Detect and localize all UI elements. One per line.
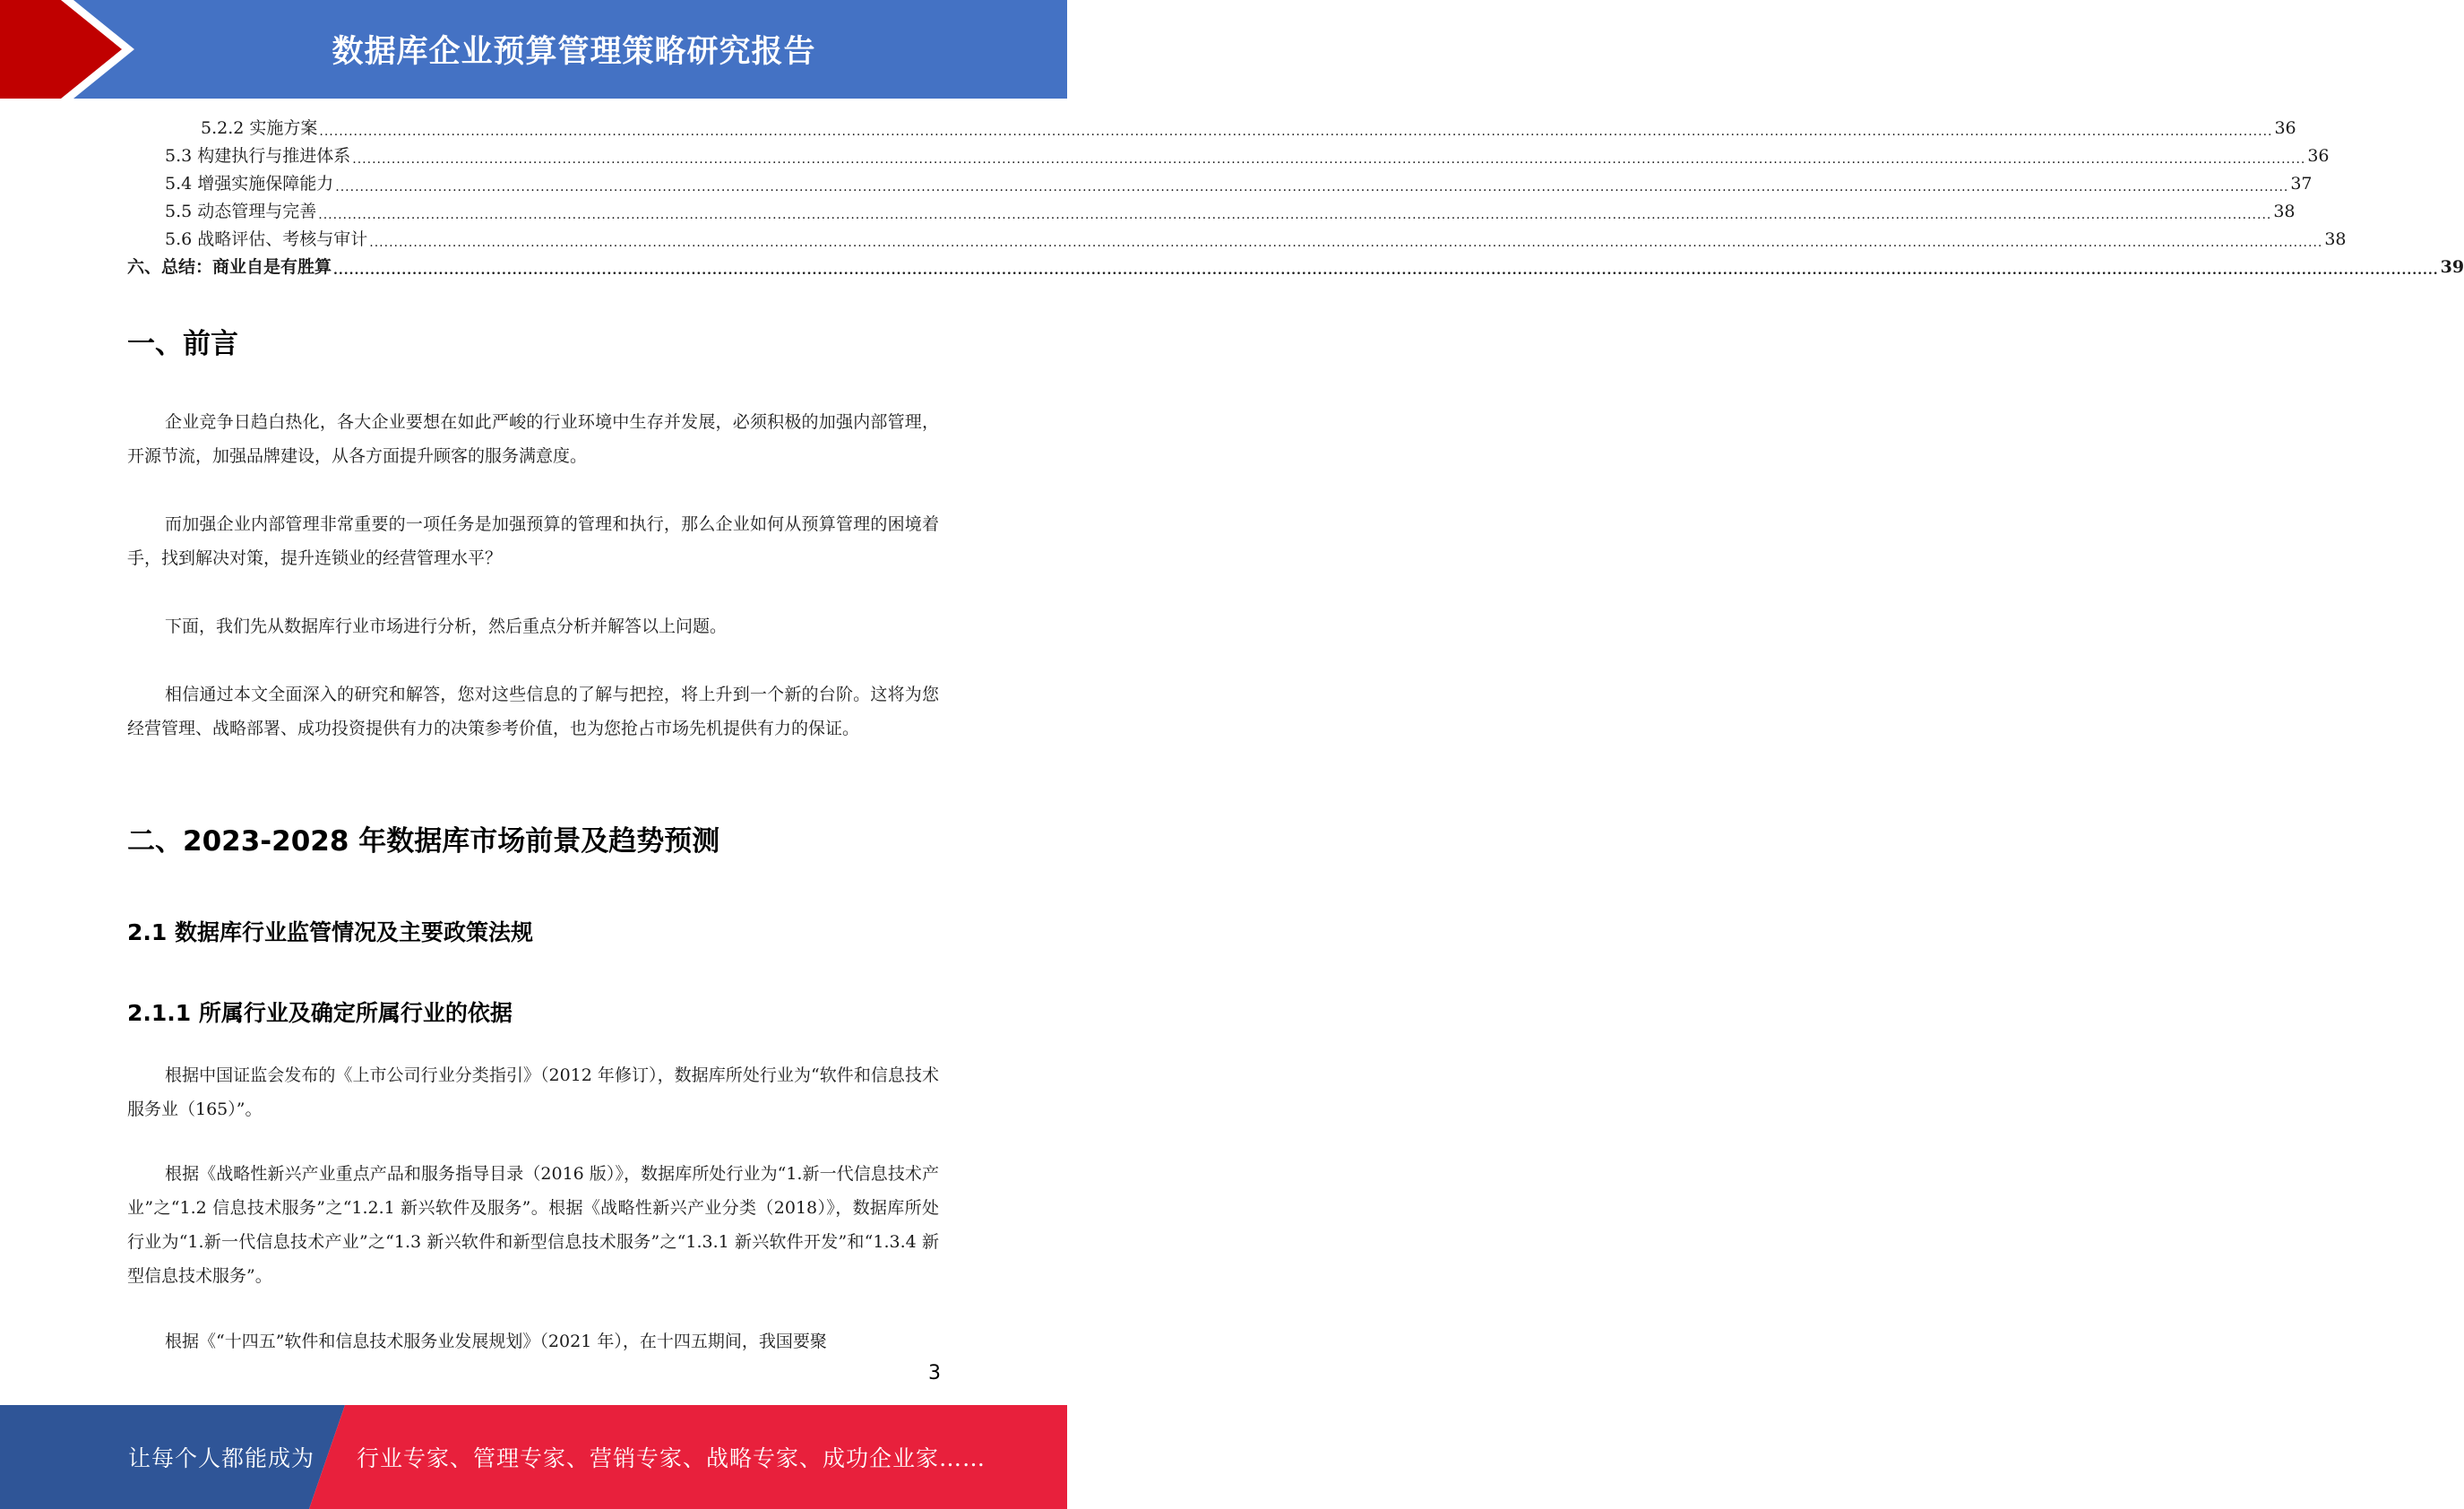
paragraph: 根据《“十四五”软件和信息技术服务业发展规划》（2021 年），在十四五期间，我国要聚 — [165, 1332, 827, 1351]
header-arrow-decoration — [0, 0, 134, 99]
toc-leader-dots: ................................................................................................................................................................................................................................................................................................................................................................................................................ — [352, 152, 2306, 167]
paragraph: 企业竞争日趋白热化，各大企业要想在如此严峻的行业环境中生存并发展，必须积极的加强内部管理，开源节流，加强品牌建设，从各方面提升顾客的服务满意度。 — [127, 412, 939, 466]
toc-leader-dots: ................................................................................................................................................................................................................................................................................................................................................................................................................ — [333, 263, 2439, 278]
toc-entry[interactable] — [127, 142, 2330, 170]
toc-entry[interactable] — [127, 254, 2464, 281]
toc-entry-label: 5.5 动态管理与完善 — [165, 202, 317, 221]
page-header — [0, 0, 1067, 99]
section-heading-preface: 一、前言 — [127, 328, 238, 360]
paragraph: 而加强企业内部管理非常重要的一项任务是加强预算的管理和执行，那么企业如何从预算管理的困境着手，找到解决对策，提升连锁业的经营管理水平？ — [127, 514, 939, 568]
toc-entry[interactable] — [127, 170, 2313, 198]
footer-slogan-left: 让每个人都能成为 — [128, 1445, 315, 1471]
toc-entry[interactable] — [127, 115, 2296, 142]
toc-entry-page: 37 — [2290, 174, 2313, 194]
toc-entry-page: 38 — [2324, 229, 2347, 249]
footer-slogan-right: 行业专家、管理专家、营销专家、战略专家、成功企业家…… — [357, 1445, 986, 1471]
toc-entry-label: 5.6 战略评估、考核与审计 — [165, 229, 368, 249]
report-title: 数据库企业预算管理策略研究报告 — [332, 34, 816, 70]
toc-entry-label: 5.4 增强实施保障能力 — [165, 174, 334, 194]
toc-entry-page: 38 — [2273, 202, 2296, 221]
toc-leader-dots: ................................................................................................................................................................................................................................................................................................................................................................................................................ — [319, 125, 2273, 139]
section-heading-forecast: 二、2023-2028 年数据库市场前景及趋势预测 — [127, 825, 720, 858]
table-of-contents — [127, 115, 2464, 281]
toc-entry[interactable] — [127, 198, 2296, 226]
toc-leader-dots: ................................................................................................................................................................................................................................................................................................................................................................................................................ — [369, 236, 2323, 250]
page-number: 3 — [928, 1362, 941, 1384]
paragraph: 下面，我们先从数据库行业市场进行分析，然后重点分析并解答以上问题。 — [165, 617, 728, 636]
toc-entry[interactable] — [127, 226, 2347, 254]
subsection-heading: 2.1.1 所属行业及确定所属行业的依据 — [127, 1000, 513, 1026]
paragraph: 根据中国证监会发布的《上市公司行业分类指引》（2012 年修订），数据库所处行业为“软件和信息技术服务业（165）”。 — [127, 1065, 939, 1119]
paragraph: 根据《战略性新兴产业重点产品和服务指导目录（2016 版）》，数据库所处行业为“1.新一代信息技术产业”之“1.2 信息技术服务”之“1.2.1 新兴软件及服务”。根据《战略性新兴产业分类（2018）》，数据库所处行业为“1.新一代信息技术产业”之“1.3 新兴软件和新型信息技术服务”之“1.3.1 新兴软件开发”和“1.3.4 新型信息技术服务”。 — [127, 1164, 939, 1286]
toc-entry-page: 36 — [2307, 146, 2330, 166]
toc-entry-page: 36 — [2274, 118, 2296, 138]
paragraph: 相信通过本文全面深入的研究和解答，您对这些信息的了解与把控，将上升到一个新的台阶。这将为您经营管理、战略部署、成功投资提供有力的决策参考价值，也为您抢占市场先机提供有力的保证。 — [127, 685, 939, 738]
toc-entry-page: 39 — [2440, 257, 2464, 277]
toc-leader-dots: ................................................................................................................................................................................................................................................................................................................................................................................................................ — [318, 208, 2272, 222]
subsection-heading: 2.1 数据库行业监管情况及主要政策法规 — [127, 919, 533, 945]
toc-leader-dots: ................................................................................................................................................................................................................................................................................................................................................................................................................ — [335, 180, 2289, 194]
toc-entry-label: 5.3 构建执行与推进体系 — [165, 146, 351, 166]
page-footer — [0, 1405, 1067, 1509]
toc-entry-label: 六、总结：商业自是有胜算 — [127, 257, 332, 277]
toc-entry-label: 5.2.2 实施方案 — [201, 118, 318, 138]
